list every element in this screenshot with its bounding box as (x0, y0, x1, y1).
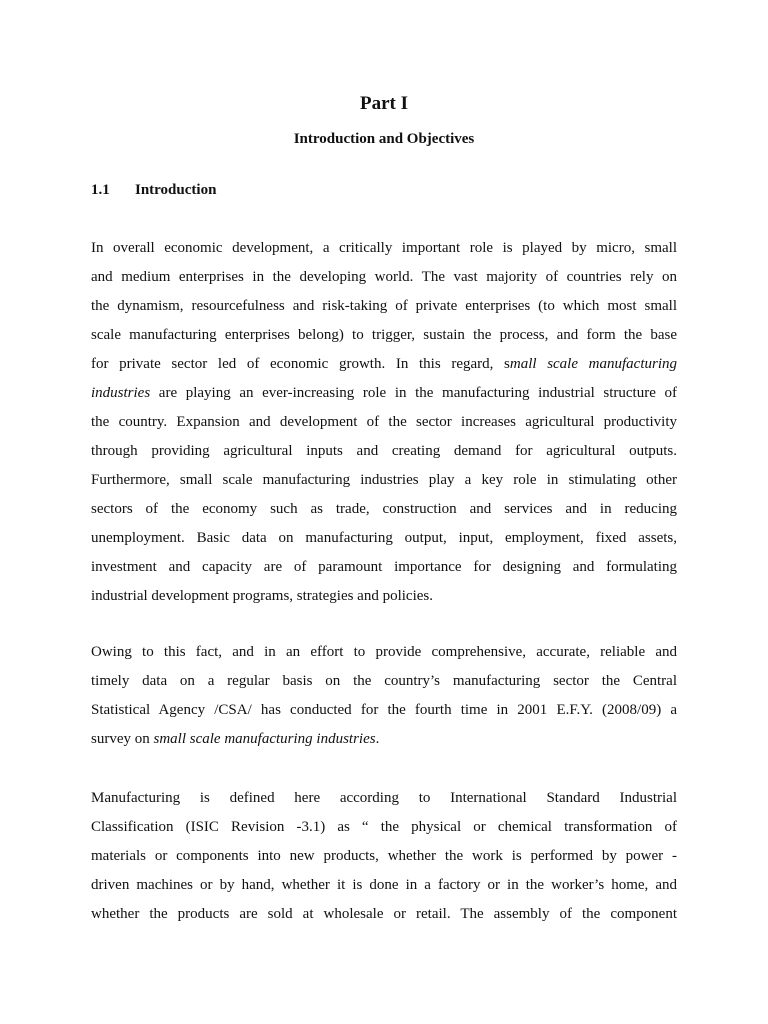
paragraph-line (91, 379, 677, 408)
text-run: survey on (91, 731, 154, 747)
paragraph-line: driven machines or by hand, whether it is done in a factory or in the worker’s home, and (91, 877, 677, 893)
paragraph-line: In overall economic development, a critically important role is played by micro, small (91, 240, 677, 256)
italic-phrase: mall scale manufacturing (509, 356, 677, 372)
paragraph-3 (91, 784, 677, 929)
paragraph-line (91, 725, 677, 754)
paragraph-line: timely data on a regular basis on the country’s manufacturing sector the Central (91, 673, 677, 689)
paragraph-line: Classification (ISIC Revision -3.1) as “ the physical or chemical transformation of (91, 819, 677, 835)
paragraph-line: whether the products are sold at wholesale or retail. The assembly of the component (91, 906, 677, 922)
paragraph-line: Manufacturing is defined here according to International Standard Industrial (91, 790, 677, 806)
italic-phrase: small scale manufacturing industries (153, 731, 376, 747)
paragraph-line: through providing agricultural inputs and creating demand for agricultural outputs. (91, 443, 677, 459)
paragraph-1 (91, 234, 677, 611)
part-subtitle: Introduction and Objectives (293, 131, 475, 147)
text-run: for private sector led of economic growth. In this regard, s (91, 356, 510, 372)
paragraph-line: the country. Expansion and development of the sector increases agricultural productivity (91, 414, 677, 430)
paragraph-line: materials or components into new products, whether the work is performed by power - (91, 848, 677, 864)
paragraph-line: unemployment. Basic data on manufacturing output, input, employment, fixed assets, (91, 530, 677, 546)
paragraph-line: Owing to this fact, and in an effort to provide comprehensive, accurate, reliable and (91, 644, 677, 660)
section-number: 1.1 (91, 182, 110, 198)
section-heading (91, 180, 216, 200)
italic-phrase: industries (91, 385, 151, 401)
section-title: Introduction (135, 182, 217, 198)
text-run: . (375, 731, 380, 747)
paragraph-2 (91, 638, 677, 754)
paragraph-line: the dynamism, resourcefulness and risk-taking of private enterprises (to which most small (91, 298, 677, 314)
paragraph-line (91, 350, 677, 379)
paragraph-line: scale manufacturing enterprises belong) to trigger, sustain the process, and form the base (91, 327, 677, 343)
paragraph-line: Statistical Agency /CSA/ has conducted for the fourth time in 2001 E.F.Y. (2008/09) a (91, 702, 677, 718)
paragraph-line: Furthermore, small scale manufacturing industries play a key role in stimulating other (91, 472, 677, 488)
text-run: are playing an ever-increasing role in the manufacturing industrial structure of (150, 385, 677, 401)
paragraph-line: sectors of the economy such as trade, construction and services and in reducing (91, 501, 677, 517)
paragraph-line: investment and capacity are of paramount importance for designing and formulating (91, 559, 677, 575)
paragraph-line: industrial development programs, strategies and policies. (91, 588, 433, 604)
paragraph-line: and medium enterprises in the developing world. The vast majority of countries rely on (91, 269, 677, 285)
part-title: Part I (359, 93, 408, 114)
